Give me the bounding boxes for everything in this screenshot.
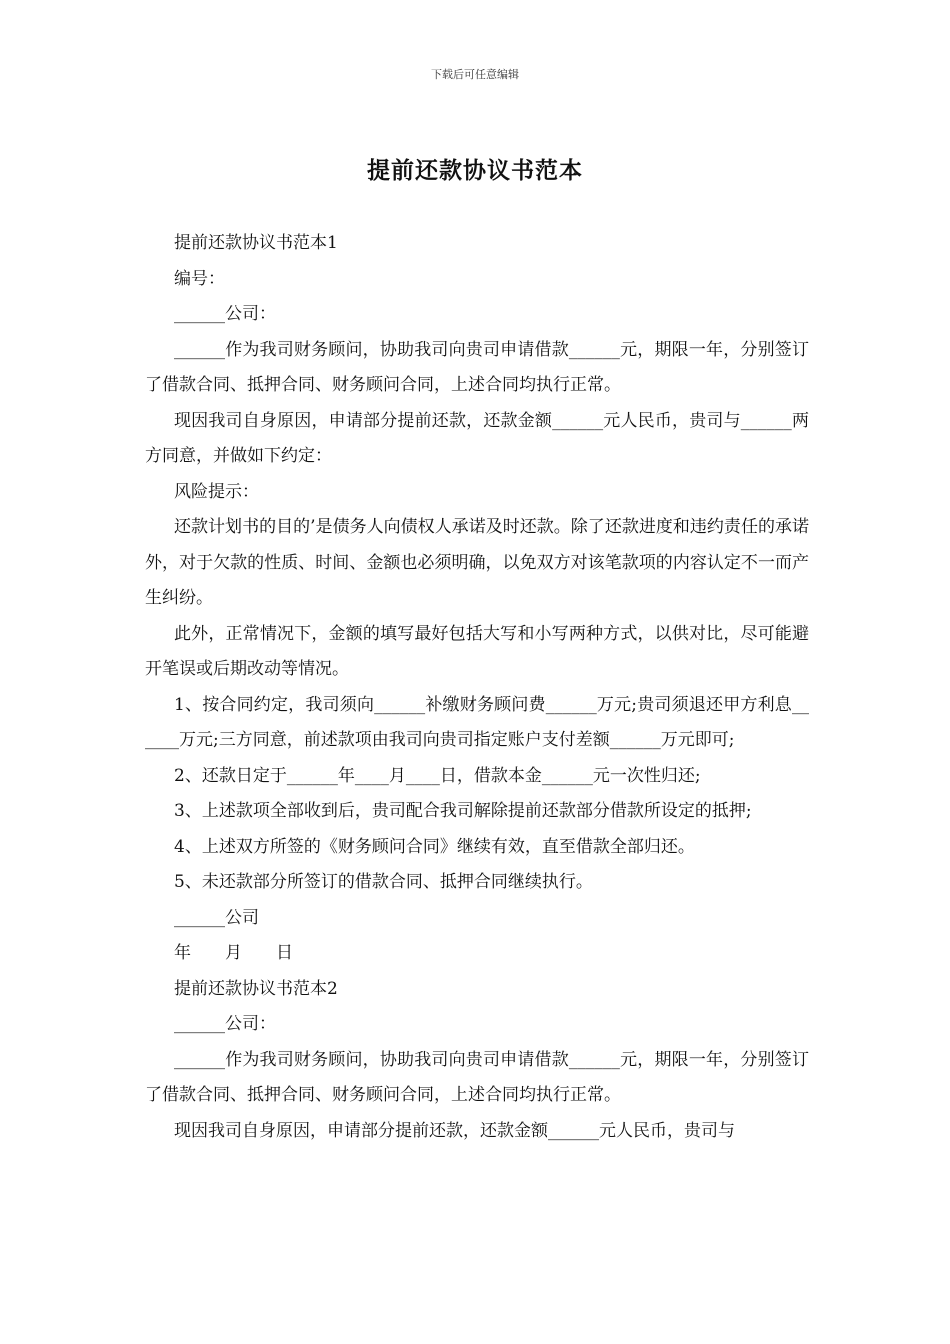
paragraph: 还款计划书的目的’是债务人向债权人承诺及时还款。除了还款进度和违约责任的承诺外，对于欠款的性质、时间、金额也必须明确，以免双方对该笔款项的内容认定不一而产生纠纷。 [145, 517, 809, 608]
clause-5: 5、未还款部分所签订的借款合同、抵押合同继续执行。 [174, 872, 593, 892]
signature-date: 年 月 日 [174, 943, 293, 963]
header-note: 下载后可任意编辑 [431, 68, 519, 81]
addressee-line: ______公司： [174, 304, 276, 324]
risk-heading: 风险提示： [174, 481, 259, 502]
paragraph: ______作为我司财务顾问，协助我司向贵司申请借款______元，期限一年，分别签订了借款合同、抵押合同、财务顾问合同，上述合同均执行正常。 [145, 1049, 809, 1105]
signature-company: ______公司 [174, 907, 259, 928]
serial-number-line: 编号： [174, 268, 225, 289]
clause-1: 1、按合同约定，我司须向______补缴财务顾问费______万元;贵司须退还甲方利息______万元;三方同意，前述款项由我司向贵司指定账户支付差额______万元即可; [145, 694, 809, 750]
clause-2: 2、还款日定于______年____月____日，借款本金______元一次性归还; [174, 765, 701, 786]
section-heading-1: 提前还款协议书范本1 [174, 233, 338, 253]
section-heading-2: 提前还款协议书范本2 [174, 978, 338, 999]
clause-4: 4、上述双方所签的《财务顾问合同》继续有效，直至借款全部归还。 [174, 836, 695, 857]
addressee-line: ______公司： [174, 1014, 276, 1034]
paragraph: 此外，正常情况下，金额的填写最好包括大写和小写两种方式，以供对比，尽可能避开笔误或后期改动等情况。 [145, 623, 809, 679]
paragraph: 现因我司自身原因，申请部分提前还款，还款金额______元人民币，贵司与______两方同意，并做如下约定： [145, 410, 809, 466]
document-title: 提前还款协议书范本 [367, 157, 583, 184]
clause-3: 3、上述款项全部收到后，贵司配合我司解除提前还款部分借款所设定的抵押; [174, 801, 752, 821]
paragraph: 现因我司自身原因，申请部分提前还款，还款金额______元人民币，贵司与 [174, 1120, 735, 1141]
document-body [145, 226, 809, 1149]
paragraph: ______作为我司财务顾问，协助我司向贵司申请借款______元，期限一年，分别签订了借款合同、抵押合同、财务顾问合同，上述合同均执行正常。 [145, 339, 809, 395]
